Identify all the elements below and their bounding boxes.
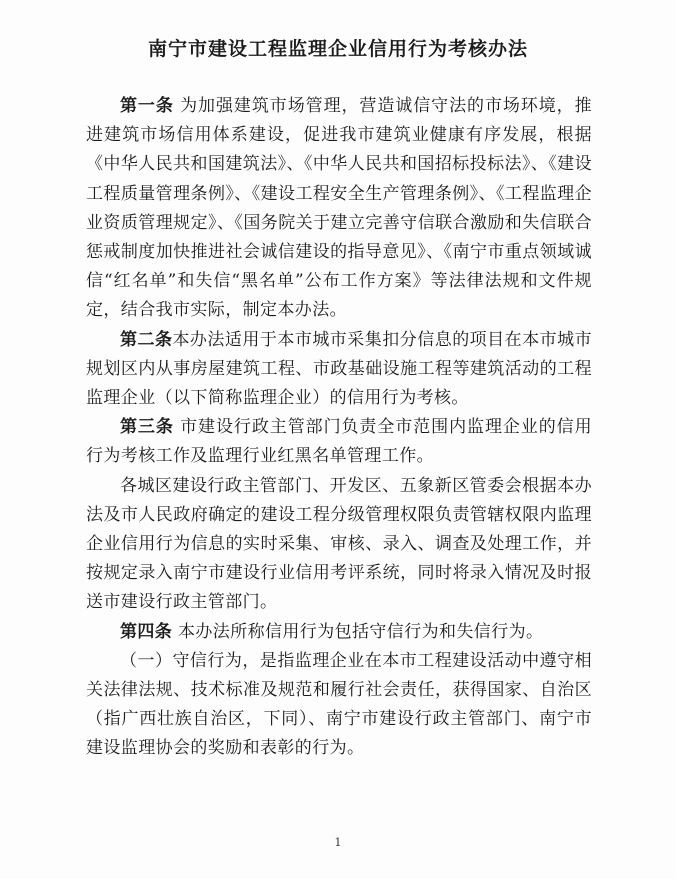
document-body <box>86 92 592 764</box>
paragraph-text: 各城区建设行政主管部门、开发区、五象新区管委会根据本办法及市人民政府确定的建设工程分级管理权限负责管辖权限内监理企业信用行为信息的实时采集、审核、录入、调查及处理工作，并按规定录入南宁市建设行业信用考评系统，同时将录入情况及时报送市建设行政主管部门。 <box>86 475 592 613</box>
paragraph-text: 为加强建筑市场管理，营造诚信守法的市场环境，推进建筑市场信用体系建设，促进我市建筑业健康有序发展，根据《中华人民共和国建筑法》、《中华人民共和国招标投标法》、《建设工程质量管理条例》、《建设工程安全生产管理条例》、《工程监理企业资质管理规定》、《国务院关于建立完善守信联合激励和失信联合惩戒制度加快推进社会诚信建设的指导意见》、《南宁市重点领域诚信“红名单”和失信“黑名单”公布工作方案》等法律法规和文件规定，结合我市实际，制定本办法。 <box>86 96 592 321</box>
paragraph-text: 本办法所称信用行为包括守信行为和失信行为。 <box>172 621 544 642</box>
article-label: 第四条 <box>120 621 173 642</box>
document-title: 南宁市建设工程监理企业信用行为考核办法 <box>147 38 528 60</box>
paragraph-text: 市建设行政主管部门负责全市范围内监理企业的信用行为考核工作及监理行业红黑名单管理工作。 <box>86 417 592 467</box>
paragraph-article-4-item-1 <box>86 647 592 764</box>
paragraph-article-1 <box>86 92 592 326</box>
page-number: 1 <box>334 836 342 849</box>
paragraph-text: 本办法适用于本市城市采集扣分信息的项目在本市城市规划区内从事房屋建筑工程、市政基础设施工程等建筑活动的工程监理企业（以下简称监理企业）的信用行为考核。 <box>86 329 592 409</box>
article-label: 第一条 <box>120 96 174 116</box>
paragraph-article-3-continued <box>86 472 592 618</box>
paragraph-article-4 <box>86 618 592 647</box>
paragraph-article-2 <box>86 326 592 414</box>
paragraph-text: （一）守信行为，是指监理企业在本市工程建设活动中遵守相关法律法规、技术标准及规范和履行社会责任，获得国家、自治区（指广西壮族自治区，下同）、南宁市建设行政主管部门、南宁市建设监理协会的奖励和表彰的行为。 <box>86 650 592 759</box>
article-label: 第二条 <box>120 329 173 350</box>
article-label: 第三条 <box>120 417 174 438</box>
paragraph-article-3 <box>86 413 592 471</box>
